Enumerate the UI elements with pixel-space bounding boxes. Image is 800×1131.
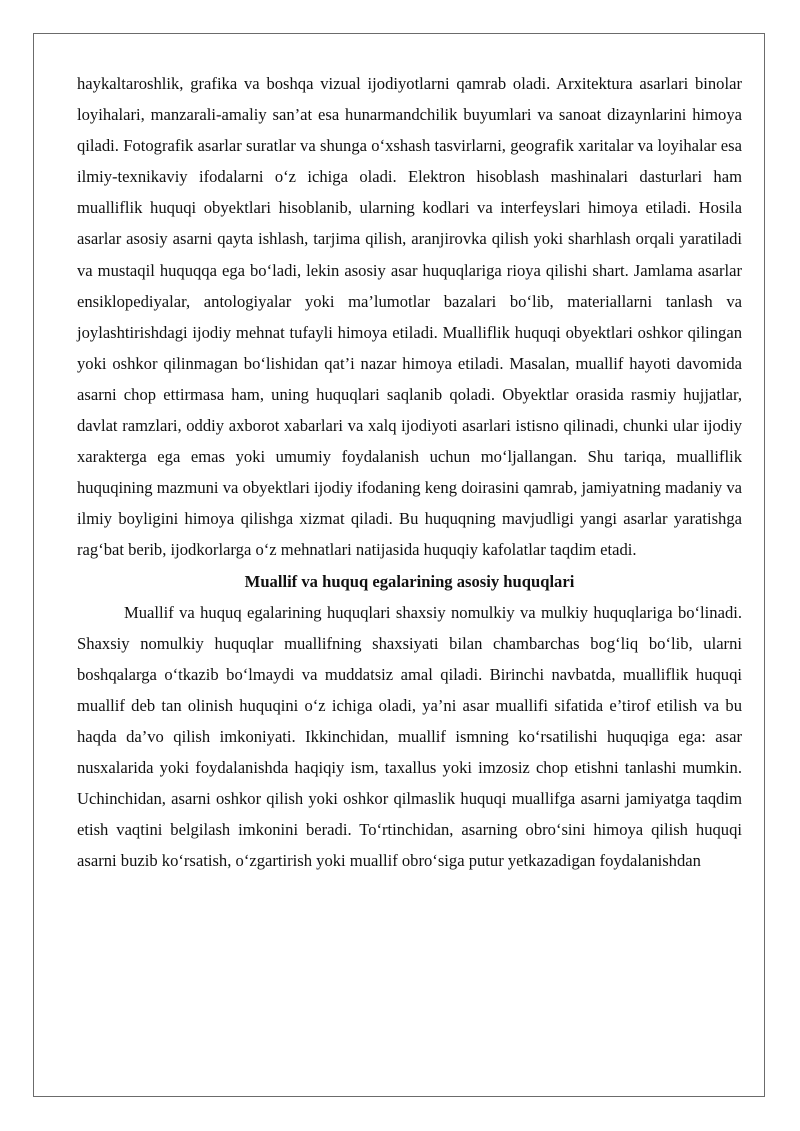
paragraph-continued: haykaltaroshlik, grafika va boshqa vizual ijodiyotlarni qamrab oladi. Arxitektura asarlari binolar loyihalari, manzarali-amaliy san’at esa hunarmandchilik buyumlari va sanoat dizaynlarini himoya qiladi. Fotografik asarlar suratlar va shunga o‘xshash tasvirlarni, geografik xaritalar va loyihalar esa ilmiy-texnikaviy ifodalarni o‘z ichiga oladi. Elektron hisoblash mashinalari dasturlari ham mualliflik huquqi obyektlari hisoblanib, ularning kodlari va interfeyslari himoya etiladi. Hosila asarlar asosiy asarni qayta ishlash, tarjima qilish, aranjirovka qilish yoki sharhlash orqali yaratiladi va mustaqil huquqqa ega bo‘ladi, lekin asosiy asar huquqlariga rioya qilishi shart. Jamlama asarlar ensiklopediyalar, antologiyalar yoki ma’lumotlar bazalari bo‘lib, materiallarni tanlash va joylashtirishdagi ijodiy mehnat tufayli himoya etiladi. Mualliflik huquqi obyektlari oshkor qilingan yoki oshkor qilinmagan bo‘lishidan qat’i nazar himoya etiladi. Masalan, muallif hayoti davomida asarni chop ettirmasa ham, uning huquqlari saqlanib qoladi. Obyektlar orasida rasmiy hujjatlar, davlat ramzlari, oddiy axborot xabarlari va xalq ijodiyoti asarlari istisno qilinadi, chunki ular ijodiy xarakterga ega emas yoki umumiy foydalanish uchun mo‘ljallangan. Shu tariqa, mualliflik huquqining mazmuni va obyektlari ijodiy ifodaning keng doirasini qamrab, jamiyatning madaniy va ilmiy boyligini himoya qilishga xizmat qiladi. Bu huquqning mavjudligi yangi asarlar yaratishga rag‘bat berib, ijodkorlarga o‘z mehnatlari natijasida huquqiy kafolatlar taqdim etadi.: [77, 74, 742, 560]
section-heading: Muallif va huquq egalarining asosiy huquqlari: [244, 571, 575, 591]
paragraph-rights: Muallif va huquq egalarining huquqlari shaxsiy nomulkiy va mulkiy huquqlariga bo‘linadi. Shaxsiy nomulkiy huquqlar muallifning shaxsiyati bilan chambarchas bog‘liq bo‘lib, ularni boshqalarga o‘tkazib bo‘lmaydi va muddatsiz amal qiladi. Birinchi navbatda, mualliflik huquqi muallif deb tan olinish huquqini o‘z ichiga oladi, ya’ni asar muallifi sifatida e’tirof etilish va bu haqda da’vo qilish imkoniyati. Ikkinchidan, muallif ismning ko‘rsatilishi huquqiga ega: asar nusxalarida yoki foydalanishda haqiqiy ism, taxallus yoki imzosiz chop etishni tanlashi mumkin. Uchinchidan, asarni oshkor qilish yoki oshkor qilmaslik huquqi muallifga asarni jamiyatga taqdim etish vaqtini belgilash imkonini beradi. To‘rtinchidan, asarning obro‘sini himoya qilish huquqi asarni buzib ko‘rsatish, o‘zgartirish yoki muallif obro‘siga putur yetkazadigan foydalanishdan: [77, 602, 742, 871]
document-body: [77, 68, 742, 876]
